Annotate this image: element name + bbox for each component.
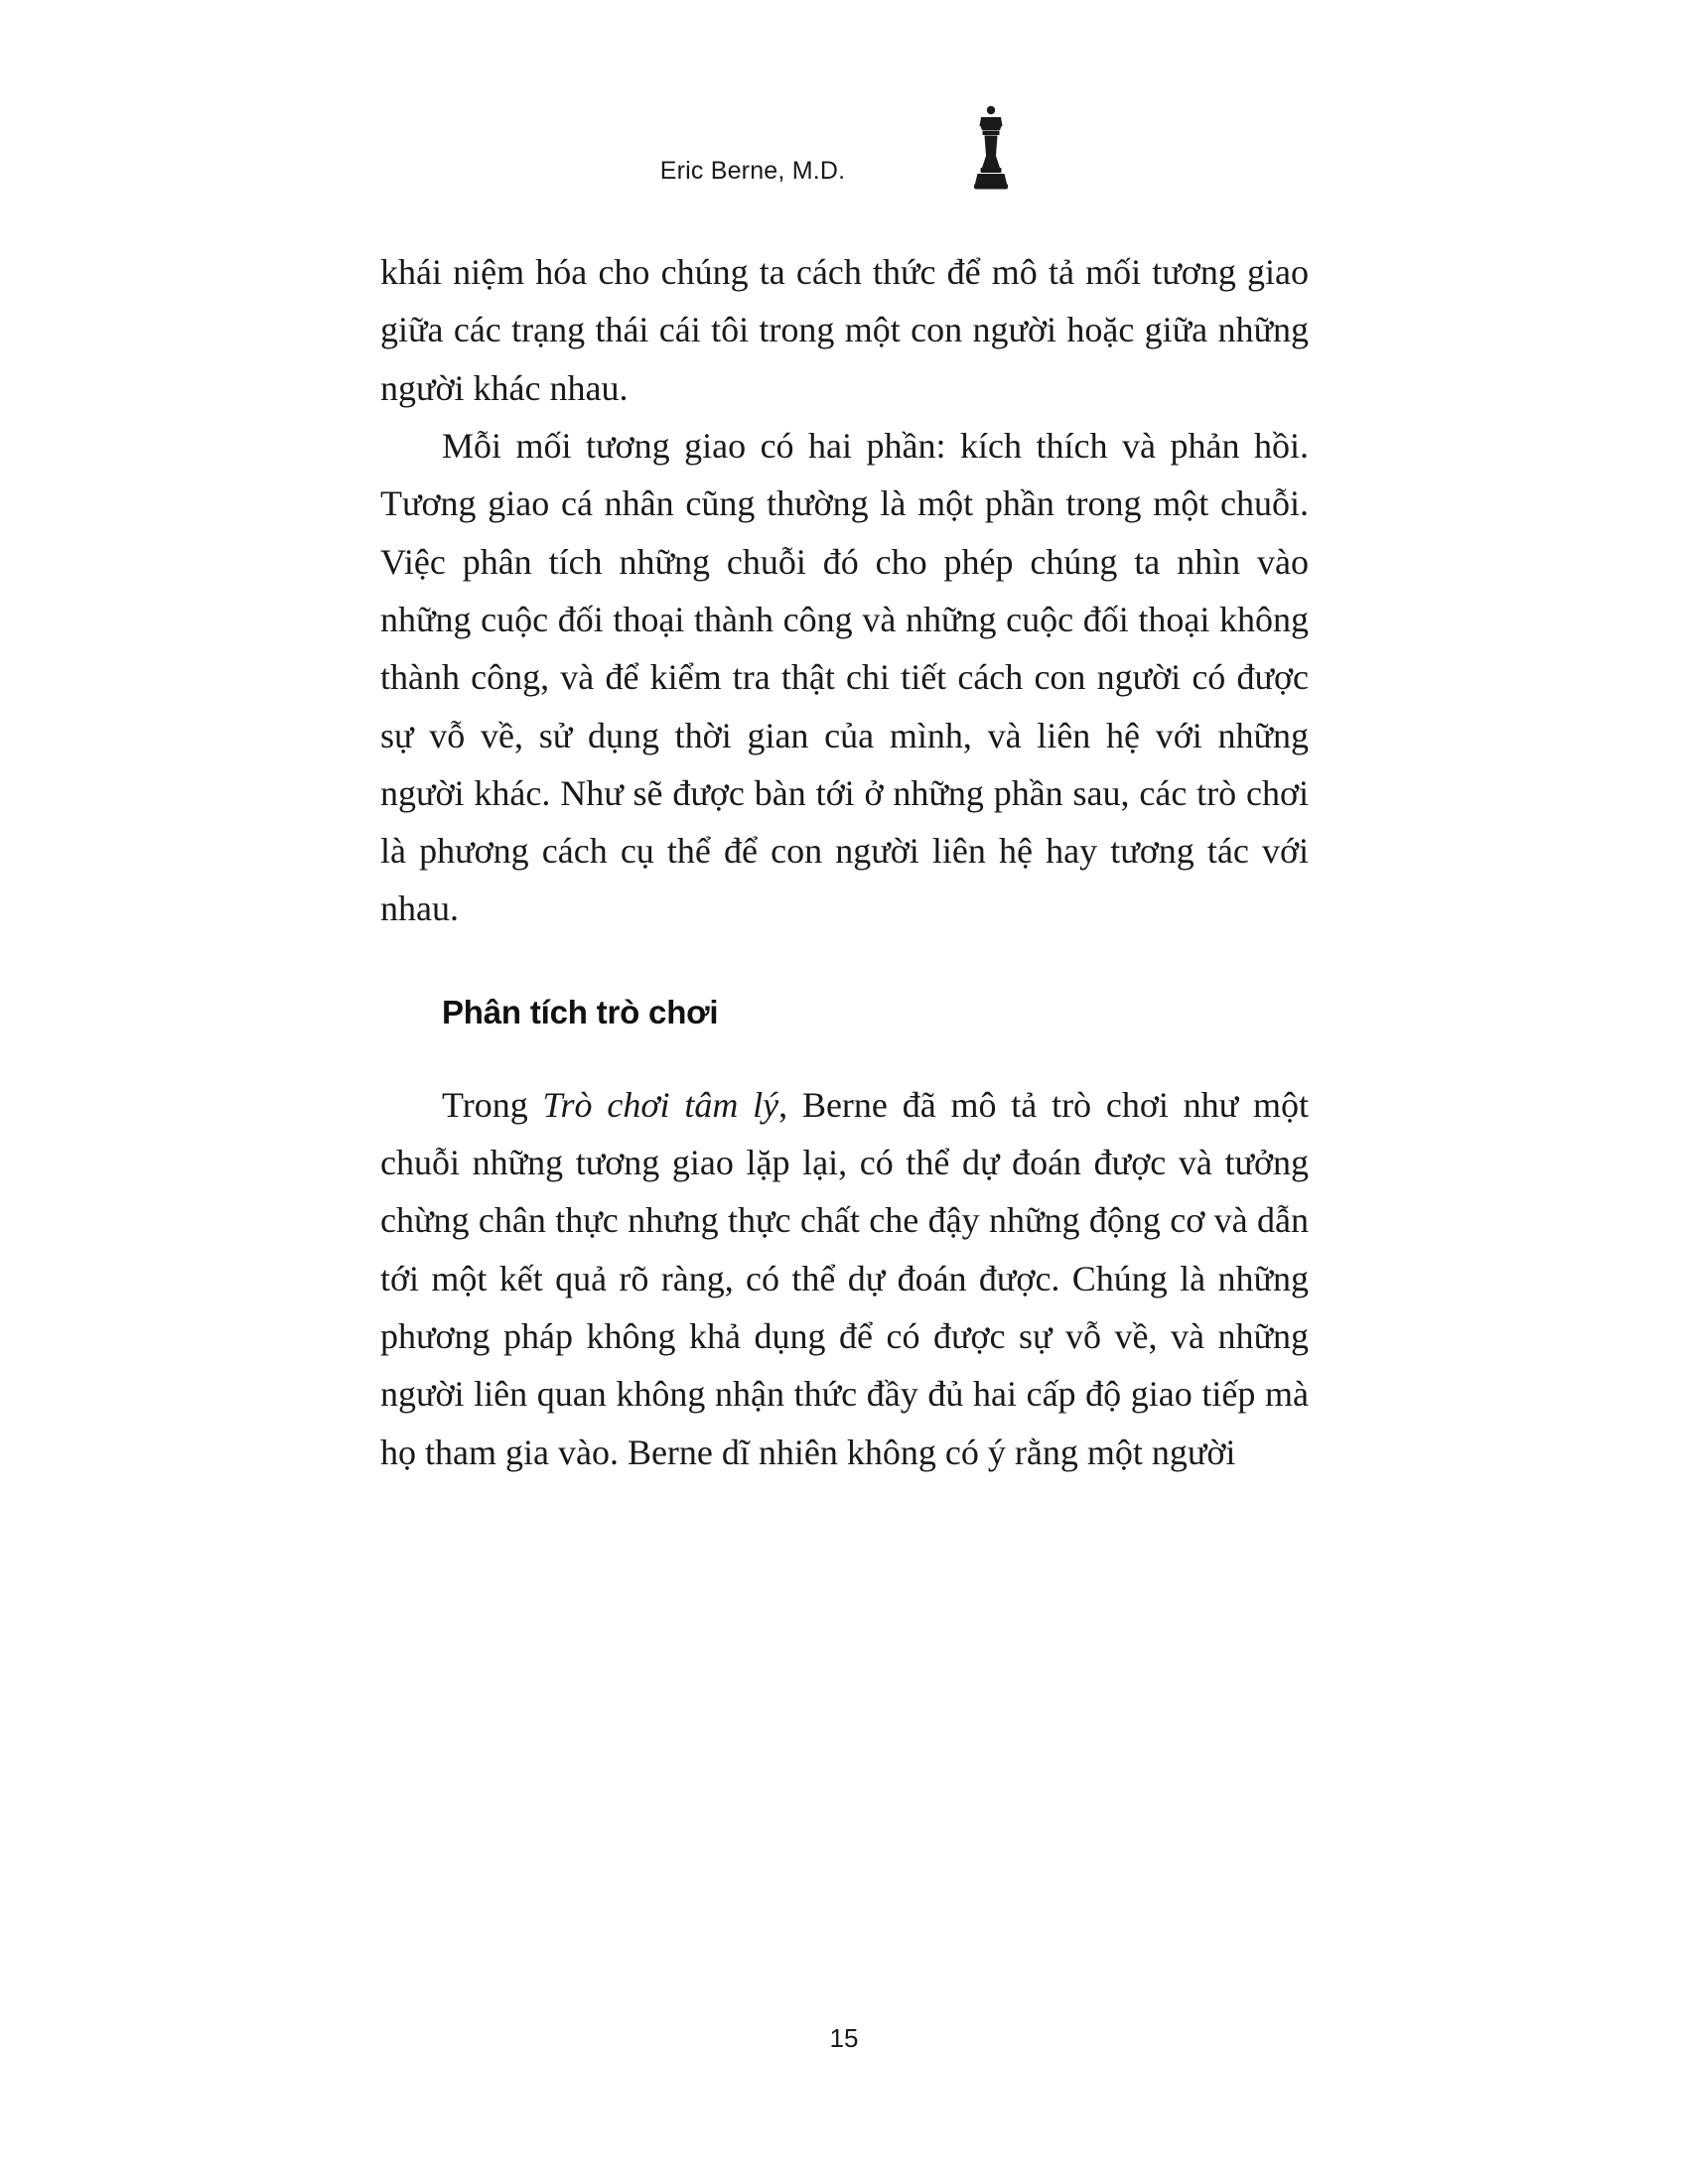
section-heading-game-analysis: Phân tích trò chơi bbox=[442, 993, 719, 1030]
page-number: 15 bbox=[829, 2023, 859, 2053]
paragraph-games bbox=[380, 1076, 1309, 1481]
paragraph-games-post: , Berne đã mô tả trò chơi như một chuỗi những tương giao lặp lại, có thể dự đoán được và tưởng chừng chân thực nhưng thực chất che đậy những động cơ và dẫn tới một kết quả rõ ràng, có thể dự đoán được. Chúng là những phương pháp không khả dụng để có được sự vỗ về, và những người liên quan không nhận thức đầy đủ hai cấp độ giao tiếp mà họ tham gia vào. Berne dĩ nhiên không có ý rằng một người bbox=[380, 1084, 1309, 1472]
chess-queen-icon bbox=[968, 104, 1014, 192]
paragraph-continuation: khái niệm hóa cho chúng ta cách thức để mô tả mối tương giao giữa các trạng thái cái tôi trong một con người hoặc giữa những người khác nhau. bbox=[380, 252, 1309, 408]
book-title-italic: Trò chơi tâm lý bbox=[542, 1084, 779, 1125]
running-head-text: Eric Berne, M.D. bbox=[659, 157, 846, 185]
page-body bbox=[380, 243, 1309, 1481]
paragraph-games-pre: Trong bbox=[442, 1084, 543, 1125]
running-head bbox=[0, 147, 1688, 187]
paragraph-transactions: Mỗi mối tương giao có hai phần: kích thích và phản hồi. Tương giao cá nhân cũng thường là một phần trong một chuỗi. Việc phân tích những chuỗi đó cho phép chúng ta nhìn vào những cuộc đối thoại thành công và những cuộc đối thoại không thành công, và để kiểm tra thật chi tiết cách con người có được sự vỗ về, sử dụng thời gian của mình, và liên hệ với những người khác. Như sẽ được bàn tới ở những phần sau, các trò chơi là phương cách cụ thể để con người liên hệ hay tương tác với nhau. bbox=[380, 425, 1309, 929]
